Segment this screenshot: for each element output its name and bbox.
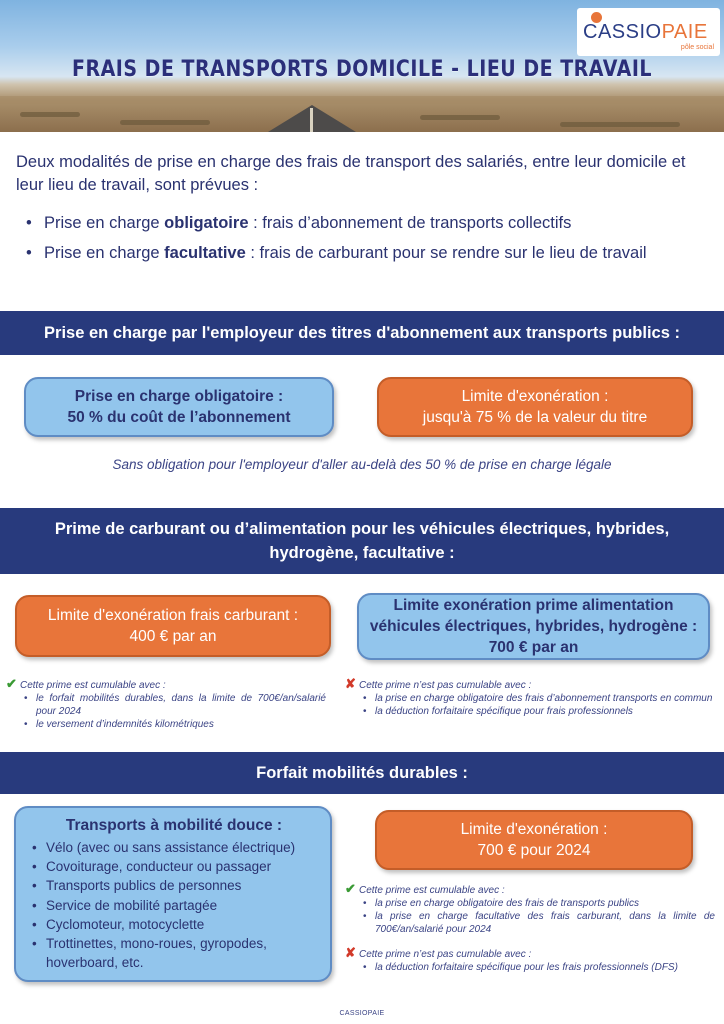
list-item: • la déduction forfaitaire spécifique pour les frais professionnels (DFS) [363,961,715,974]
section-title: Forfait mobilités durables : [256,764,468,782]
road-line [310,108,313,132]
shrub [560,122,680,127]
list-head: Cette prime n’est pas cumulable avec : [359,949,532,960]
page-title: FRAIS DE TRANSPORTS DOMICILE - LIEU DE TRAVAIL [71,56,653,82]
box-line: Limite exonération prime alimentation [393,597,674,614]
mandatory-coverage-box [24,377,334,437]
section-public-transport-header [0,311,724,355]
logo [577,8,720,56]
list-item: • Vélo (avec ou sans assistance électrique) [30,838,318,857]
box-title: Transports à mobilité douce : [65,817,283,834]
intro-bullets [24,212,704,272]
list-head: Cette prime est cumulable avec : [359,885,505,896]
box-line: 700 € par an [488,639,579,656]
logo-tagline: pôle social [680,44,714,51]
exemption-limit-box [377,377,693,437]
list-item: • Transports publics de personnes [30,876,318,895]
footer-company: CASSIOPAIE [339,1010,385,1017]
cross-icon: ✘ [345,945,356,960]
horizon [0,96,724,104]
list-item: • la prise en charge obligatoire des frais d’abonnement transports en commun [363,692,715,705]
box-line: Limite d'exonération : [461,388,609,405]
section-title: Prime de carburant ou d’alimentation pour les véhicules électriques, hybrides, [54,520,670,538]
fuel-exemption-box [15,595,331,657]
intro-bullet-mandatory: • Prise en charge obligatoire : frais d’abonnement de transports collectifs [24,212,704,235]
list-item: • la prise en charge obligatoire des frais de transports publics [363,897,715,910]
non-cumulable-list [345,676,715,718]
section-sustainable-mobility-header [0,752,724,794]
list-item: • le versement d’indemnités kilométriques [24,718,326,731]
list-item: • le forfait mobilités durables, dans la limite de 700€/an/salarié pour 2024 [24,692,326,718]
cross-icon: ✘ [345,676,356,691]
cumulable-list [6,676,326,731]
shrub [420,115,500,120]
list-head: Cette prime est cumulable avec : [20,680,166,691]
box-line: 50 % du coût de l’abonnement [67,409,291,426]
fmd-cumulable-list [345,881,715,936]
box-line: Limite d'exonération : [460,821,608,838]
box-line: Prise en charge obligatoire : [74,388,284,405]
list-item: • Trottinettes, mono-roues, gyropodes, hoverboard, etc. [30,934,318,972]
legal-note: Sans obligation pour l'employeur d'aller au-delà des 50 % de prise en charge légale [112,457,612,472]
fmd-exemption-box [375,810,693,870]
check-icon: ✔ [345,881,356,896]
shrub [20,112,80,117]
section-title: Prise en charge par l'employeur des titres d'abonnement aux transports publics : [44,324,680,342]
box-line: 700 € pour 2024 [477,842,591,859]
box-line: 400 € par an [129,628,217,645]
list-item: • Covoiturage, conducteur ou passager [30,857,318,876]
box-line: véhicules électriques, hybrides, hydrogène : [369,618,698,635]
soft-mobility-box [14,806,332,982]
section-fuel-header [0,508,724,574]
list-item: • Service de mobilité partagée [30,896,318,915]
list-item: • Cyclomoteur, motocyclette [30,915,318,934]
ev-exemption-box [357,593,710,660]
intro-text: Deux modalités de prise en charge des frais de transport des salariés, entre leur domicile et leur lieu de travail, sont prévues : [16,153,686,194]
section-title: hydrogène, facultative : [269,544,455,562]
fmd-non-cumulable-list [345,945,715,974]
check-icon: ✔ [6,676,17,691]
list-head: Cette prime n’est pas cumulable avec : [359,680,532,691]
list-item: • la déduction forfaitaire spécifique pour frais professionnels [363,705,715,718]
list-item: • la prise en charge facultative des frais carburant, dans la limite de 700€/an/salarié pour 2024 [363,910,715,936]
intro-bullet-optional: • Prise en charge facultative : frais de carburant pour se rendre sur le lieu de travail [24,242,704,265]
box-line: jusqu'à 75 % de la valeur du titre [422,409,648,426]
logo-wordmark: CASSIOPAIE [583,21,708,43]
shrub [120,120,210,125]
box-line: Limite d'exonération frais carburant : [47,607,299,624]
